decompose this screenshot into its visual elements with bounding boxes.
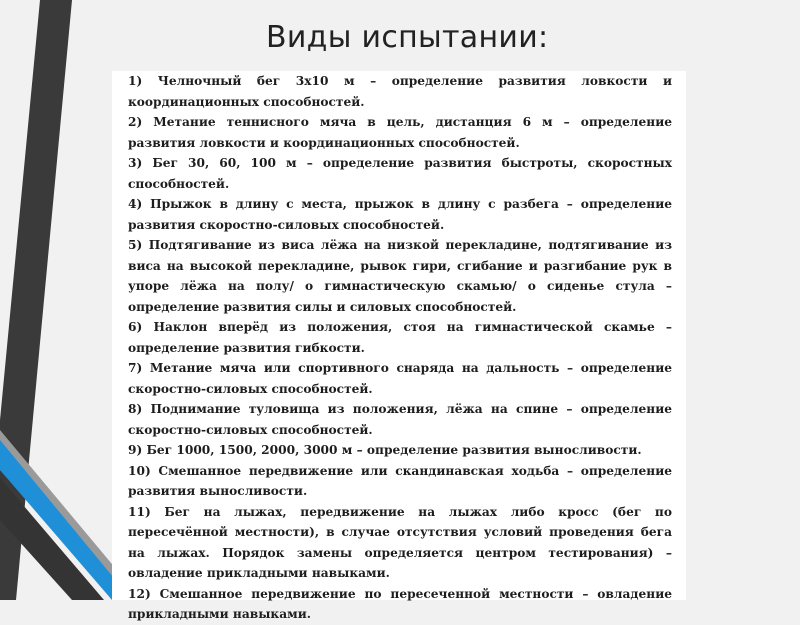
list-item: 9) Бег 1000, 1500, 2000, 3000 м – определение развития выносливости. <box>128 443 642 457</box>
list-item: 8) Поднимание туловища из положения, лёжа на спине – определение скоростно-силовых способностей. <box>128 402 672 437</box>
list-item: 5) Подтягивание из виса лёжа на низкой перекладине, подтягивание из виса на высокой перекладине, рывок гири, сгибание и разгибание рук в упоре лёжа на полу/ о гимнастическую скамью/ о сиденье стула – определение развития силы и силовых способностей. <box>128 238 672 314</box>
test-types-list <box>112 71 686 625</box>
list-item: 12) Смешанное передвижение по пересеченной местности – овладение прикладными навыками. <box>128 586 672 621</box>
scanned-document <box>112 71 686 621</box>
list-item: 6) Наклон вперёд из положения, стоя на гимнастической скамье – определение развития гибкости. <box>128 320 672 355</box>
list-item: 10) Смешанное передвижение или скандинавская ходьба – определение развития выносливости. <box>128 463 672 498</box>
list-item: 11) Бег на лыжах, передвижение на лыжах либо кросс (бег по пересечённой местности), в случае отсутствия условий проведения бега на лыжах. Порядок замены определяется центром тестирования) – овладение прикладными навыками. <box>128 504 672 580</box>
list-item: 1) Челночный бег 3х10 м – определение развития ловкости и координационных способностей. <box>128 74 672 109</box>
list-item: 3) Бег 30, 60, 100 м – определение развития быстроты, скоростных способностей. <box>128 156 672 191</box>
list-item: 2) Метание теннисного мяча в цель, дистанция 6 м – определение развития ловкости и координационных способностей. <box>128 115 672 150</box>
list-item: 7) Метание мяча или спортивного снаряда на дальность – определение скоростно-силовых способностей. <box>128 361 672 396</box>
slide-title: Виды испытании: <box>266 20 549 55</box>
list-item: 4) Прыжок в длину с места, прыжок в длину с разбега – определение развития скоростно-силовых способностей. <box>128 197 672 232</box>
